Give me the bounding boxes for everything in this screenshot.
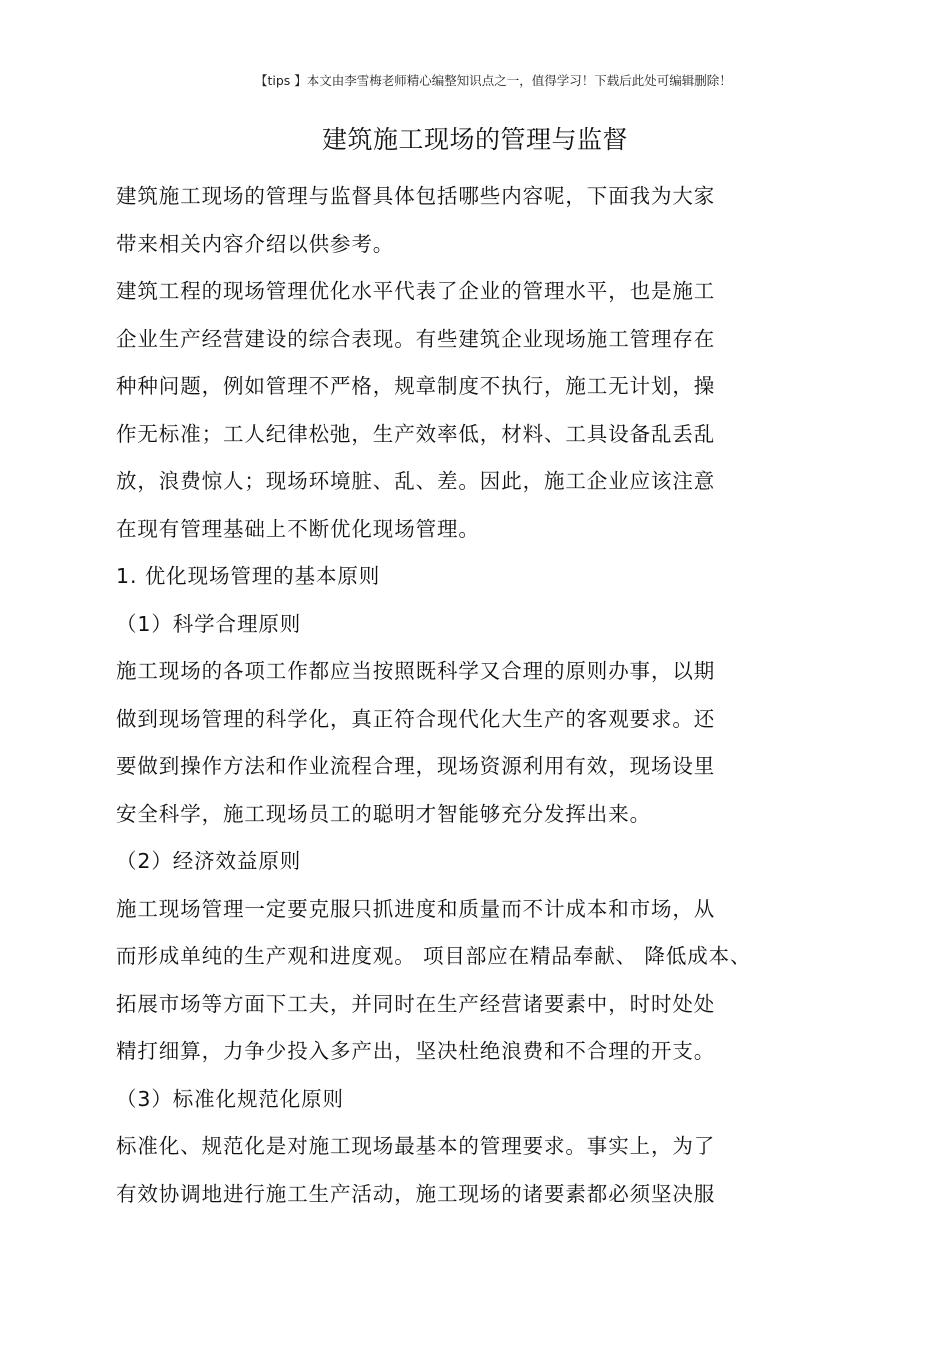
paragraph-line: 种种问题，例如管理不严格，规章制度不执行，施工无计划，操 bbox=[116, 374, 716, 398]
paragraph-line: 建筑施工现场的管理与监督具体包括哪些内容呢，下面我为大家 bbox=[116, 184, 716, 208]
subsection-heading: （3）标准化规范化原则 bbox=[116, 1086, 344, 1111]
paragraph-line: 安全科学，施工现场员工的聪明才智能够充分发挥出来。 bbox=[116, 801, 651, 826]
paragraph-line: 在现有管理基础上不断优化现场管理。 bbox=[116, 516, 480, 541]
paragraph-line: 精打细算，力争少投入多产出，坚决杜绝浪费和不合理的开支。 bbox=[116, 1039, 716, 1063]
paragraph-line: 施工现场管理一定要克服只抓进度和质量而不计成本和市场，从 bbox=[116, 896, 716, 921]
paragraph-line: 建筑工程的现场管理优化水平代表了企业的管理水平，也是施工 bbox=[116, 279, 716, 303]
paragraph-line: 标准化、规范化是对施工现场最基本的管理要求。事实上，为了 bbox=[116, 1134, 716, 1158]
section-heading: 1. 优化现场管理的基本原则 bbox=[116, 564, 381, 588]
header-tips: 【tips 】本文由李雪梅老师精心编整知识点之一，值得学习！下载后此处可编辑删除！ bbox=[255, 73, 732, 88]
paragraph-line: 有效协调地进行施工生产活动，施工现场的诸要素都必须坚决服 bbox=[116, 1181, 716, 1206]
paragraph-line: 而形成单纯的生产观和进度观。 项目部应在精品奉献、 降低成本、 bbox=[116, 944, 752, 968]
paragraph-line: 做到现场管理的科学化，真正符合现代化大生产的客观要求。还 bbox=[116, 706, 716, 731]
paragraph-line: 拓展市场等方面下工夫，并同时在生产经营诸要素中，时时处处 bbox=[116, 991, 716, 1016]
document-body bbox=[116, 176, 846, 1221]
subsection-heading: （2）经济效益原则 bbox=[116, 849, 302, 873]
paragraph-line: 施工现场的各项工作都应当按照既科学又合理的原则办事，以期 bbox=[116, 659, 716, 683]
paragraph-line: 企业生产经营建设的综合表现。有些建筑企业现场施工管理存在 bbox=[116, 326, 716, 351]
paragraph-line: 带来相关内容介绍以供参考。 bbox=[116, 231, 395, 256]
document-title: 建筑施工现场的管理与监督 bbox=[321, 125, 628, 154]
paragraph-line: 放，浪费惊人；现场环境脏、乱、差。因此，施工企业应该注意 bbox=[116, 469, 716, 493]
paragraph-line: 作无标准；工人纪律松弛，生产效率低，材料、工具设备乱丢乱 bbox=[116, 421, 716, 446]
paragraph-line: 要做到操作方法和作业流程合理，现场资源利用有效，现场设里 bbox=[116, 754, 716, 778]
subsection-heading: （1）科学合理原则 bbox=[116, 611, 302, 636]
